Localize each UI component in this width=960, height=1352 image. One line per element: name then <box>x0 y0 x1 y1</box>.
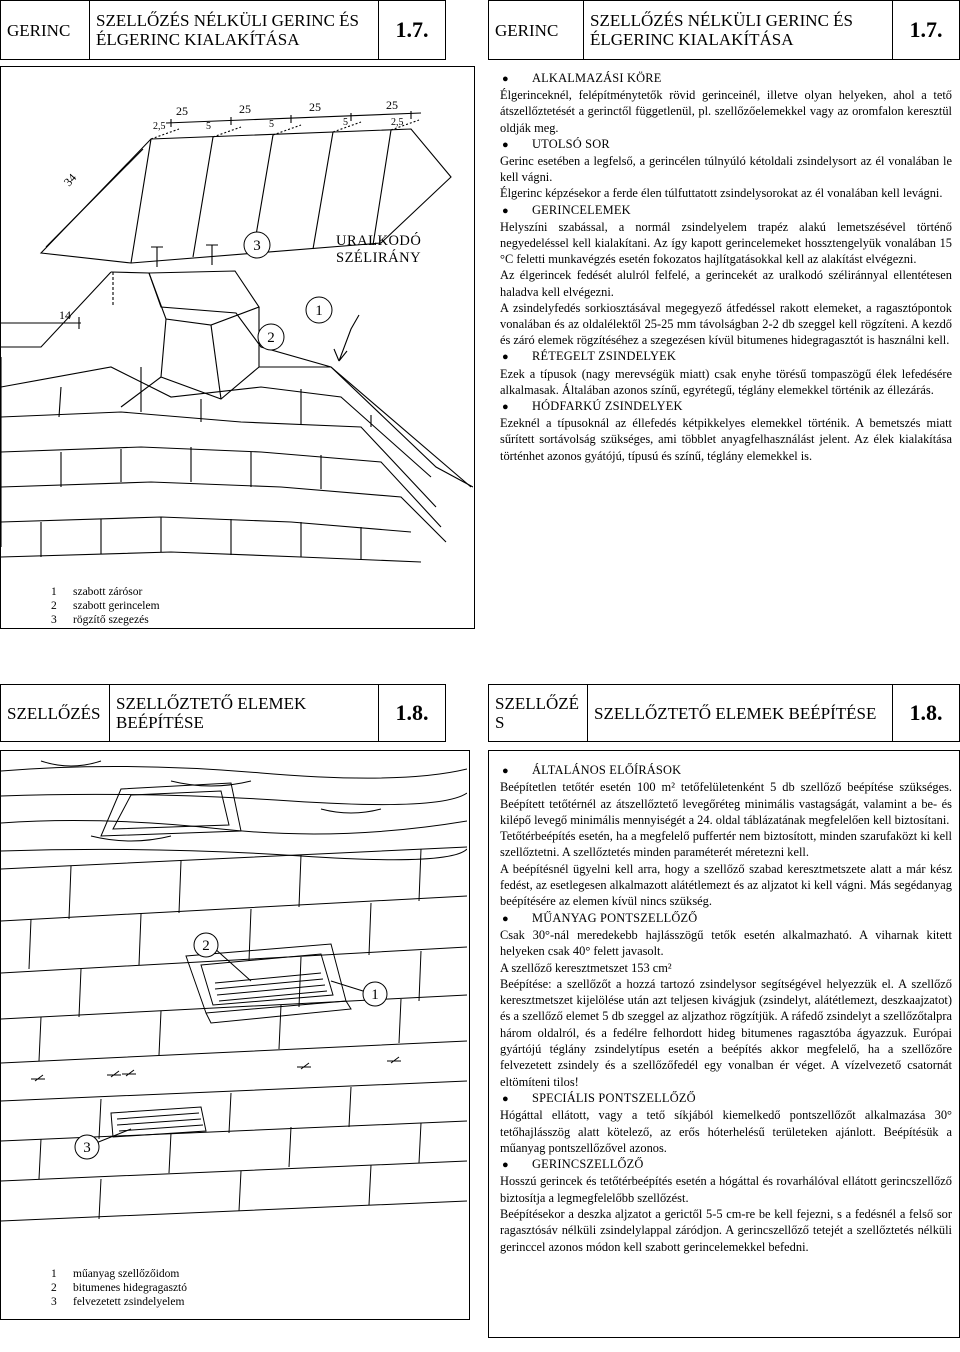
header-title: SZELLŐZTETŐ ELEMEK BEÉPÍTÉSE <box>588 685 893 742</box>
section-heading-label: ÁLTALÁNOS ELŐÍRÁSOK <box>532 763 682 777</box>
dim-2-5: 2,5 <box>153 121 166 132</box>
legend-item: 1 műanyag szellőzőidom <box>51 1268 180 1280</box>
section-heading <box>500 1156 952 1173</box>
dim-34: 34 <box>60 170 80 190</box>
header-number: 1.8. <box>893 685 960 742</box>
section-heading-label: ALKALMAZÁSI KÖRE <box>532 71 662 85</box>
paragraph: A szellőző keresztmetszet 153 cm² <box>500 960 672 975</box>
header-title: SZELLŐZÉS NÉLKÜLI GERINC ÉS ÉLGERINC KIALAKÍTÁSA <box>90 1 379 60</box>
header-number: 1.7. <box>379 1 446 60</box>
section-heading <box>500 910 952 927</box>
section-heading <box>500 398 952 415</box>
callout-1: 1 <box>315 303 323 319</box>
dim-25: 25 <box>176 104 188 118</box>
header-title: SZELLŐZÉS NÉLKÜLI GERINC ÉS ÉLGERINC KIALAKÍTÁSA <box>584 1 893 60</box>
callout-2: 2 <box>202 938 210 954</box>
header-chapter: SZELLŐZÉS <box>1 685 110 742</box>
header-number: 1.7. <box>893 1 960 60</box>
header-number: 1.8. <box>379 685 446 742</box>
dim-5: 5 <box>343 117 348 128</box>
wind-direction-label: URALKODÓ SZÉLIRÁNY <box>336 233 422 266</box>
section-heading <box>500 136 952 153</box>
section-heading <box>500 70 952 87</box>
header-chapter: SZELLŐZÉ S <box>489 685 588 742</box>
header-left-top <box>0 0 446 60</box>
dim-25: 25 <box>309 100 321 114</box>
paragraph: Csak 30°-nál meredekebb hajlásszögű tetők esetén alkalmazható. A viharnak kitett helyeken csak 40° felett javasolt. <box>500 927 952 959</box>
bullet-icon: ● <box>502 1159 509 1172</box>
dim-25: 25 <box>239 102 251 116</box>
header-right-top <box>488 0 960 60</box>
paragraph: Élgerinceknél, felépítménytetők rövid gerinceinél, illetve olyan helyeken, ahol a tető átszellőztetését a gerinctől függetlenül, pl. szellőzőelemekkel vagy az oromfalon keresztül oldják meg. <box>500 88 952 135</box>
dim-5: 5 <box>206 121 211 132</box>
paragraph: A zsindelyfedés sorkiosztásával megegyező átfedéssel rakott elemeket, a ragasztópontok vonalában és az oldalélektől 25-25 mm távolságban 2-2 db szeggel kell rögzíteni. A kezdő és záró elemek rögzítéséhez a szegezésen kívül bitumenes hidegragasztót is használni kell. <box>500 300 952 348</box>
bullet-icon: ● <box>502 204 509 217</box>
section-heading-label: HÓDFARKÚ ZSINDELYEK <box>532 399 683 414</box>
dim-14: 14 <box>59 308 71 322</box>
bullet-icon: ● <box>502 765 509 777</box>
bullet-icon: ● <box>502 912 509 925</box>
header-left-bottom <box>0 684 446 742</box>
header-chapter: GERINC <box>489 1 584 60</box>
legend-item: 3 rögzítő szegezés <box>51 614 149 626</box>
paragraph: Tetőtérbeépítés esetén, ha a megfelelő puffertér nem biztosított, minden szarufaközt ki kell szellőztetni. A szellőztetés minden paraméterét méretezni kell. <box>500 829 952 860</box>
paragraph: Beépítetlen tetőtér esetén 100 m² tetőfelületenként 5 db szellőző beépítése szükséges. Beépített tetőtérnél az átszellőztető levegőréteg minimális vastagságát, valamint a be- és kilépő levegő minimális mennyiségét a 24. oldal táblázatának megfelelően kell biztosítani. <box>500 780 952 827</box>
paragraph: Beépítése: a szellőzőt a hozzá tartozó zsindelysor segítségével helyezzük el. A szellőző keresztmetszet kijelölése után azt teljesen kivágjuk (zsindelyt, alátétlemezt, deszkaajzatot) és a szellőző elemet 5 db szeggel az aljzathoz rögzítjük. A ráfedő zsindelyt a szellőzőtalpra három oldalról, és a fedélre felhordott hideg bitumenes ragasztóba ágyazzuk. Európai gyártójú téglány zsindelytípus esetén a beépítés akkor megfelelő, ha a szellőzőre felvezetett zsindely és a szellőzőfedél egy vonalban ér véget. A vízelvezető csatornát eltömíteni tilos! <box>500 976 952 1089</box>
paragraph: Az élgerincek fedését alulról felfelé, a gerincekét az uralkodó széliránnyal ellentétesen haladva kell elvégezni. <box>500 268 952 299</box>
callout-1: 1 <box>371 987 379 1003</box>
section-heading-label: GERINCELEMEK <box>532 202 631 217</box>
callout-3: 3 <box>253 238 261 254</box>
bullet-icon: ● <box>502 73 509 85</box>
callout-3: 3 <box>83 1140 91 1156</box>
paragraph: Helyszíni szabással, a normál zsindelyelem trapéz alakú lemetszésével történő negyedeléssel kell kialakítani. Az így kapott gerincelemeket hossztengelyük vonalában 15 °C feletti munkavégzés esetén fokozatos hajlítgatásokkal kell az alakítást elvégezni. <box>500 219 952 267</box>
legend-bottom <box>51 1267 187 1309</box>
legend-item: 1 szabott zárósor <box>51 586 143 598</box>
dim-25: 25 <box>386 98 398 112</box>
section-heading <box>500 1090 952 1107</box>
legend-item: 2 szabott gerincelem <box>51 600 160 612</box>
dim-5: 5 <box>269 119 274 130</box>
section-heading-label: SPECIÁLIS PONTSZELLŐZŐ <box>532 1090 696 1105</box>
bullet-icon: ● <box>502 401 509 414</box>
bullet-icon: ● <box>502 138 509 151</box>
callout-2: 2 <box>267 330 275 346</box>
text-column-bottom <box>500 762 952 1255</box>
legend-top <box>51 585 160 627</box>
paragraph: Ezek a típusok (nagy merevségük miatt) csak enyhe törésű tompaszögű élek lefedésére alkalmasak. Általában azonos színű, egyrétegű, téglány elemekkel történik az éllezárás. <box>500 366 952 397</box>
section-heading <box>500 762 952 779</box>
figure-frame-bottom <box>0 750 470 1320</box>
paragraph: Ezeknél a típusoknál az éllefedés kétpikkelyes elemekkel történik. A bemetszés miatt sűrített sortávolság szükséges, ami többlet anyagfelhasználást jelent. Az élek kialakítása történhet azonos gyátójú, típusú és színű, téglány elemekkel is. <box>500 416 952 463</box>
bullet-icon: ● <box>502 1092 509 1105</box>
header-title: SZELLŐZTETŐ ELEMEK BEÉPÍTÉSE <box>110 685 379 742</box>
paragraph: Hógáttal ellátott, vagy a tető síkjából kiemelkedő pontszellőzőt alkalmazása 30° tetőhajlásszög alatt kötelező, az erős hóterhelésű területeken ajánlott. Beépítésük a műanyag pontszellőzővel azonos. <box>500 1108 952 1155</box>
header-right-bottom <box>488 684 960 742</box>
text-column-top <box>500 70 952 464</box>
legend-item: 3 felvezetett zsindelyelem <box>51 1296 185 1308</box>
legend-item: 2 bitumenes hidegragasztó <box>51 1282 188 1294</box>
paragraph: Hosszú gerincek és tetőtérbeépítés esetén a hógáttal és rovarhálóval ellátott gerincszellőző biztosítja a legmegfelelőbb szellőzést. <box>500 1174 952 1205</box>
section-heading <box>500 202 952 219</box>
paragraph: Beépítésekor a deszka aljzatot a gerictől 5-5 cm-re be kell fejezni, s a fedésnél a felső sor ragasztósáv nélküli zsindelylappal záródjon. A gerincszellőző tetejét a szellőztetés nélküli gerinccel azonos módon kell szabott gerincelemekkel befedni. <box>500 1207 952 1254</box>
bullet-icon: ● <box>502 351 509 364</box>
section-heading-label: RÉTEGELT ZSINDELYEK <box>532 349 677 364</box>
section-heading <box>500 348 952 365</box>
section-heading-label: GERINCSZELLŐZŐ <box>532 1157 644 1172</box>
figure-frame-top <box>0 66 475 629</box>
paragraph: Élgerinc képzésekor a ferde élen túlfuttatott zsindelysorokat az él vonalában kell levágni. <box>500 186 943 201</box>
paragraph: A beépítésnél ügyelni kell arra, hogy a szellőző szabad keresztmetszete alatt a már kész fedést, az esetlegesen alkalmazott alátétlemezt és az aljzatot ki kell vágni. Más segédanyag beépítésére az elemen kívül nincs szükség. <box>500 861 952 909</box>
ridge-figure <box>1 67 473 572</box>
section-heading-label: MŰANYAG PONTSZELLŐZŐ <box>532 910 698 925</box>
section-heading-label: UTOLSÓ SOR <box>532 136 610 151</box>
vent-figure <box>1 751 467 1256</box>
dim-2-5: 2,5 <box>391 117 404 128</box>
header-chapter: GERINC <box>1 1 90 60</box>
paragraph: Gerinc esetében a legfelső, a gerincélen túlnyúló kétoldali zsindelysort az él vonalában le kell vágni. <box>500 154 952 185</box>
